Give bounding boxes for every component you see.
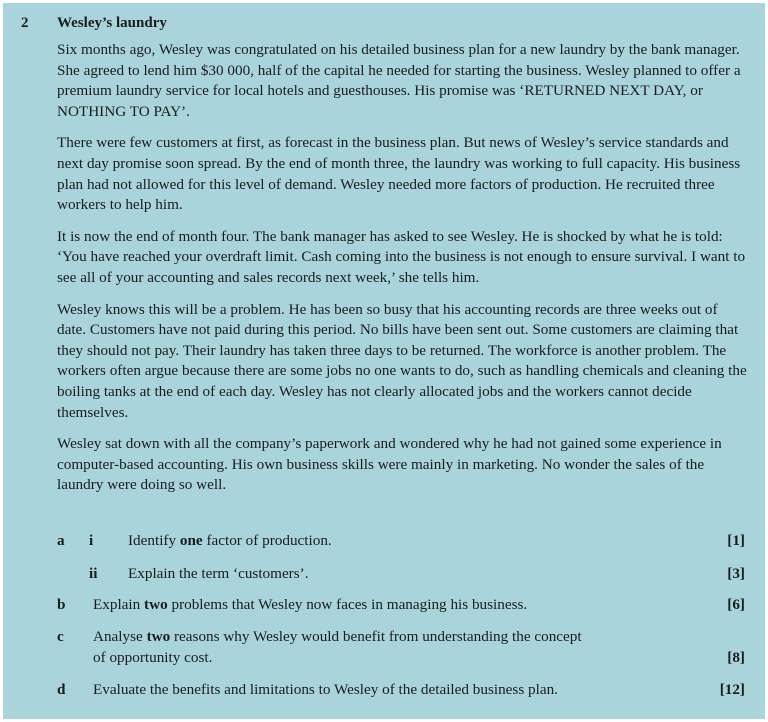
subquestion-d xyxy=(57,680,745,702)
subquestion-text: Identify one factor of production. xyxy=(128,532,332,549)
subquestion-letter: a xyxy=(57,532,65,549)
marks: [12] xyxy=(719,681,745,698)
subquestion-text: Explain the term ‘customers’. xyxy=(128,565,309,582)
subquestion-a-i xyxy=(57,531,745,553)
subquestion-roman: ii xyxy=(89,565,98,582)
subquestion-a-ii xyxy=(57,564,745,586)
subquestion-letter: d xyxy=(57,681,66,698)
marks: [3] xyxy=(727,565,745,582)
paragraph-3: It is now the end of month four. The bank manager has asked to see Wesley. He is shocked by what he is told: ‘You have reached your overdraft limit. Cash coming into the business is not enough to ensure survival. I want to see all of your accounting and sales records next week,’ she tells him. xyxy=(57,227,746,286)
subquestion-letter: b xyxy=(57,596,66,613)
marks: [6] xyxy=(727,596,745,613)
paragraph-1: Six months ago, Wesley was congratulated on his detailed business plan for a new laundry by the bank manager. She agreed to lend him $30 000, half of the capital he needed for starting the business. Wesley planned to offer a premium laundry service for local hotels and guesthouses. His promise was ‘RETURNED NEXT DAY, or NOTHING TO PAY’. xyxy=(57,41,741,120)
paragraph-4: Wesley knows this will be a problem. He has been so busy that his accounting records are three weeks out of date. Customers have not paid during this period. No bills have been sent out. Some customers are claiming that they should not pay. Their laundry has taken three days to be returned. The workforce is another problem. The workers often argue because there are some jobs no one wants to do, such as handling chemicals and cleaning the boiling tanks at the end of each day. Wesley has not clearly allocated jobs and the workers cannot decide themselves. xyxy=(57,300,747,421)
subquestion-c xyxy=(57,627,745,671)
subquestion-b xyxy=(57,595,745,617)
case-study-text xyxy=(57,40,747,507)
marks: [8] xyxy=(727,649,745,666)
marks: [1] xyxy=(727,532,745,549)
subquestion-text-line2: of opportunity cost. xyxy=(93,649,213,666)
case-study-title: Wesley’s laundry xyxy=(57,15,167,31)
paragraph-2: There were few customers at first, as forecast in the business plan. But news of Wesley’s service standards and next day promise soon spread. By the end of month three, the laundry was working to full capacity. His business plan had not allowed for this level of demand. Wesley needed more factors of production. He recruited three workers to help him. xyxy=(57,134,741,214)
subquestion-letter: c xyxy=(57,628,64,645)
subquestion-text: Evaluate the benefits and limitations to Wesley of the detailed business plan. xyxy=(93,681,558,698)
subquestion-roman: i xyxy=(89,532,94,549)
exam-page xyxy=(3,3,765,719)
subquestion-text: Explain two problems that Wesley now faces in managing his business. xyxy=(93,596,528,613)
question-number: 2 xyxy=(21,15,29,31)
subquestion-text: Analyse two reasons why Wesley would benefit from understanding the concept xyxy=(93,628,582,645)
paragraph-5: Wesley sat down with all the company’s paperwork and wondered why he had not gained some experience in computer-based accounting. His own business skills were mainly in marketing. No wonder the sales of the laundry were doing so well. xyxy=(57,435,722,494)
